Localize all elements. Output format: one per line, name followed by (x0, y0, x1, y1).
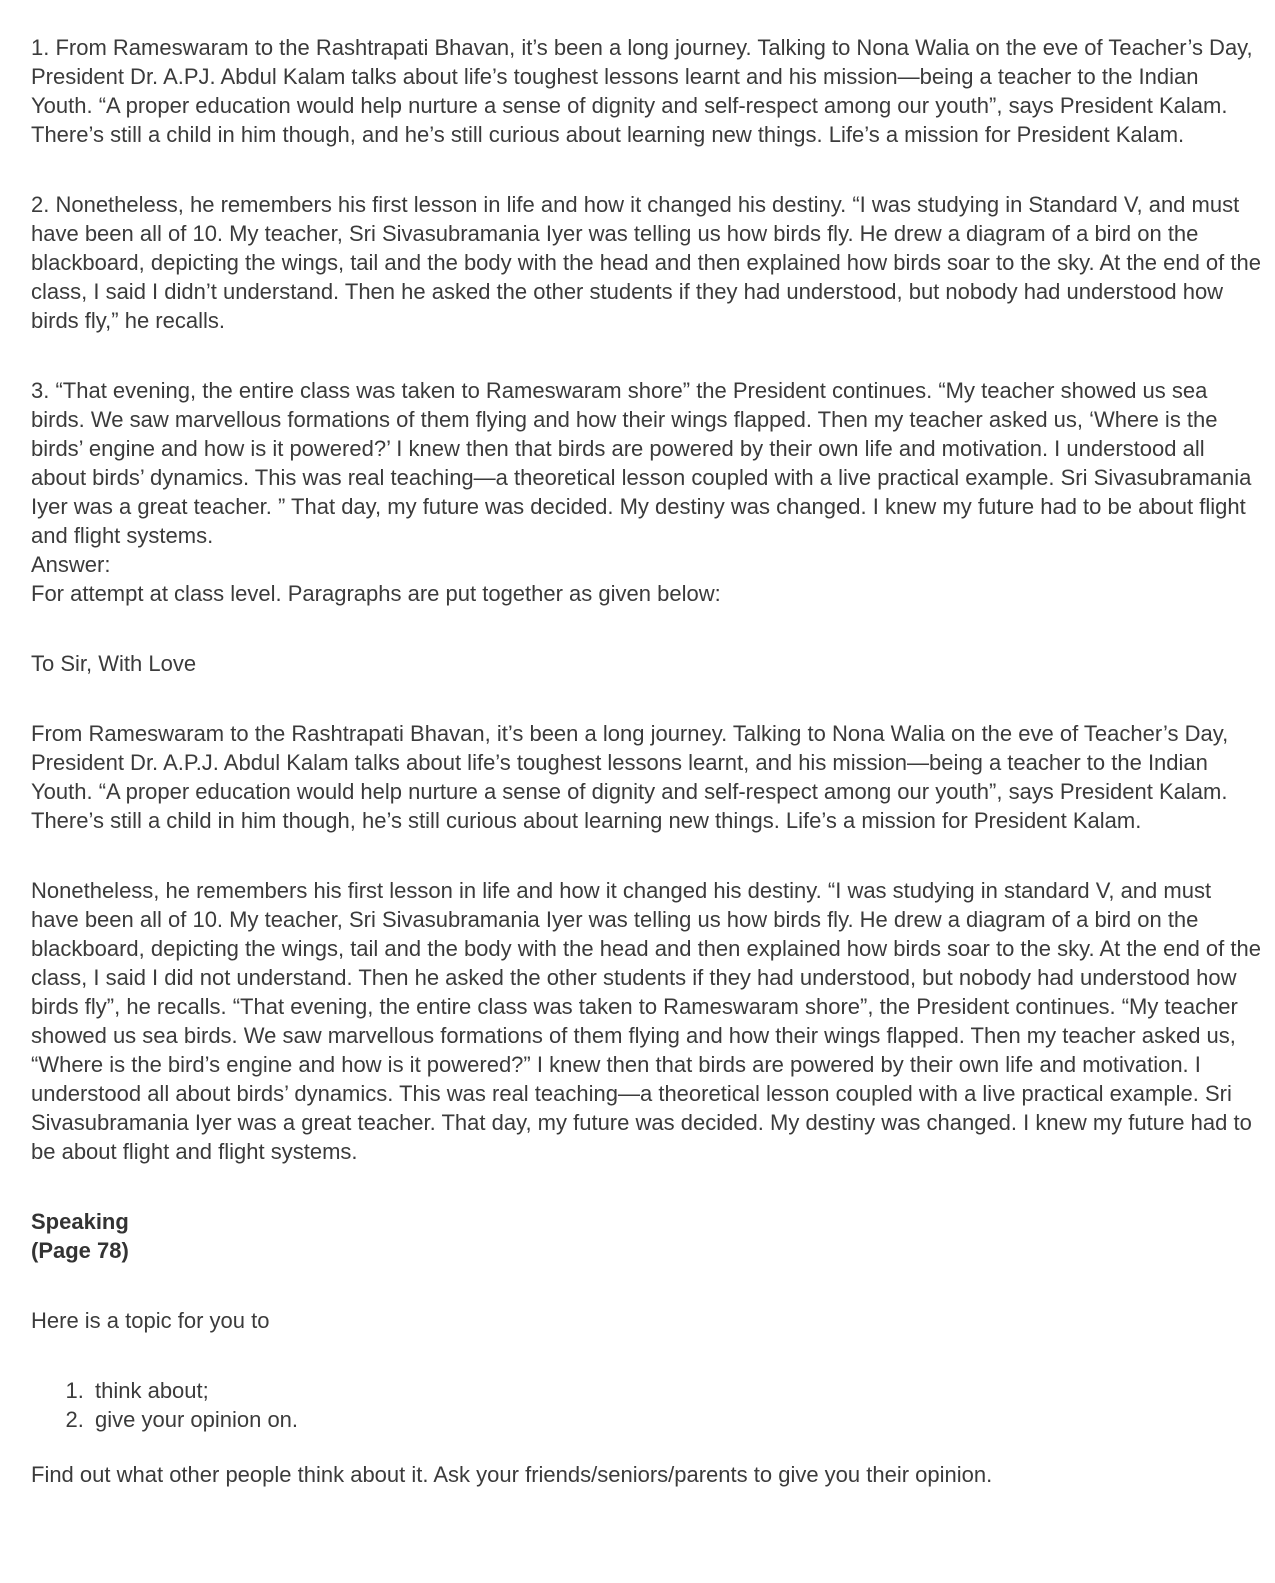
answer-intro: For attempt at class level. Paragraphs are put together as given below: (31, 581, 721, 606)
closing-line: Find out what other people think about it. Ask your friends/seniors/parents to give you their opinion. (31, 1462, 993, 1487)
question-paragraph-3: 3. “That evening, the entire class was taken to Rameswaram shore” the President continues. “My teacher showed us sea birds. We saw marvellous formations of them flying and how their wings flapped. Then my teacher asked us, ‘Where is the birds’ engine and how is it powered?’ I knew then that birds are powered by their own life and motivation. I understood all about birds’ dynamics. This was real teaching—a theoretical lesson coupled with a live practical example. Sri Sivasubramania Iyer was a great teacher. ” That day, my future was decided. My destiny was changed. I knew my future had to be about flight and flight systems. (31, 378, 1252, 548)
speaking-page-reference: (Page 78) (31, 1238, 129, 1263)
question-paragraph-1: 1. From Rameswaram to the Rashtrapati Bhavan, it’s been a long journey. Talking to Nona Walia on the eve of Teacher’s Day, President Dr. A.PJ. Abdul Kalam talks about life’s toughest lessons learnt and his mission—being a teacher to the Indian Youth. “A proper education would help nurture a sense of dignity and self-respect among our youth”, says President Kalam. There’s still a child in him though, and he’s still curious about learning new things. Life’s a mission for President Kalam. (31, 35, 1253, 147)
topic-list (31, 1376, 1263, 1434)
speaking-section-heading (31, 1207, 1263, 1265)
story-title: To Sir, With Love (31, 651, 197, 676)
topic-intro-line: Here is a topic for you to (31, 1308, 270, 1333)
topic-list-item-1: 1. think about; (90, 1376, 1263, 1405)
topic-list-item-2: 2. give your opinion on. (90, 1405, 1263, 1434)
question-paragraph-2: 2. Nonetheless, he remembers his first lesson in life and how it changed his destiny. “I was studying in Standard V, and must have been all of 10. My teacher, Sri Sivasubramania Iyer was telling us how birds fly. He drew a diagram of a bird on the blackboard, depicting the wings, tail and the body with the head and then explained how birds soar to the sky. At the end of the class, I said I didn’t understand. Then he asked the other students if they had understood, but nobody had understood how birds fly,” he recalls. (31, 192, 1261, 333)
story-paragraph-1: From Rameswaram to the Rashtrapati Bhavan, it’s been a long journey. Talking to Nona Walia on the eve of Teacher’s Day, President Dr. A.P.J. Abdul Kalam talks about life’s toughest lessons learnt, and his mission—being a teacher to the Indian Youth. “A proper education would help nurture a sense of dignity and self-respect among our youth”, says President Kalam. There’s still a child in him though, he’s still curious about learning new things. Life’s a mission for President Kalam. (31, 721, 1229, 833)
question-3-and-answer-block (31, 376, 1263, 608)
speaking-heading-label: Speaking (31, 1209, 129, 1234)
answer-label: Answer: (31, 552, 111, 577)
story-paragraph-2: Nonetheless, he remembers his first lesson in life and how it changed his destiny. “I was studying in standard V, and must have been all of 10. My teacher, Sri Sivasubramania Iyer was telling us how birds fly. He drew a diagram of a bird on the blackboard, depicting the wings, tail and the body with the head and then explained how birds soar to the sky. At the end of the class, I said I did not understand. Then he asked the other students if they had understood, but nobody had understood how birds fly”, he recalls. “That evening, the entire class was taken to Rameswaram shore”, the President continues. “My teacher showed us sea birds. We saw marvellous formations of them flying and how their wings flapped. Then my teacher asked us, “Where is the bird’s engine and how is it powered?” I knew then that birds are powered by their own life and motivation. I understood all about birds’ dynamics. This was real teaching—a theoretical lesson coupled with a live practical example. Sri Sivasubramania Iyer was a great teacher. That day, my future was decided. My destiny was changed. I knew my future had to be about flight and flight systems. (31, 878, 1261, 1164)
